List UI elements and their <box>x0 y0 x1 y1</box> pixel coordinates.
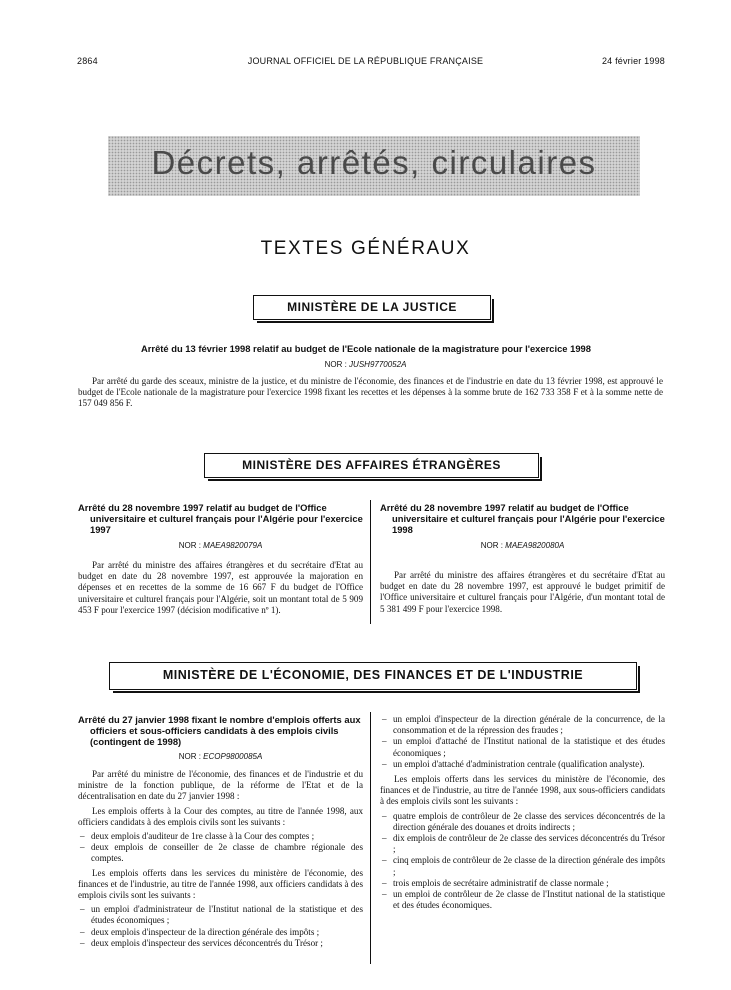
paragraph: Les emplois offerts dans les services du ministère de l'économie, des finances et de l'industrie, au titre de l'année 1998, aux officiers candidats à des emplois civils sont les suivants : <box>78 867 363 901</box>
list-officiers-suite <box>380 714 665 770</box>
list-cour-des-comptes <box>78 831 363 865</box>
list-item: – deux emplois d'inspecteur des services déconcentrés du Trésor ; <box>78 938 363 949</box>
list-sous-officiers <box>380 811 665 912</box>
nor-reference <box>78 541 363 550</box>
list-item: – cinq emplois de contrôleur de 2e classe de la direction générale des impôts ; <box>380 855 665 877</box>
article-body-justice: Par arrêté du garde des sceaux, ministre de la justice, et du ministre de l'économie, des finances et de l'industrie en date du 13 février 1998, est approuvé le budget de l'Ecole nationale de la magistrature pour l'exercice 1998 fixant les recettes et les dépenses à la somme brute de 162 733 358 F et à la somme nette de 157 049 856 F. <box>78 376 663 409</box>
article-title-justice: Arrêté du 13 février 1998 relatif au budget de l'Ecole nationale de la magistrature pour l'exercice 1998 <box>141 343 591 354</box>
paragraph: Les emplois offerts à la Cour des comptes, au titre de l'année 1998, aux officiers candidats à des emplois civils sont les suivants : <box>78 805 363 827</box>
list-item: – quatre emplois de contrôleur de 2e classe des services déconcentrés de la direction générale des douanes et droits indirects ; <box>380 811 665 833</box>
article-title: Arrêté du 27 janvier 1998 fixant le nombre d'emplois offerts aux officiers et sous-officiers candidats à des emplois civils (contingent de 1998) <box>78 714 361 747</box>
nor-label: NOR : <box>324 360 347 369</box>
nor-code: ECOP9800085A <box>203 752 263 761</box>
article-body <box>380 714 665 911</box>
ministry-heading-justice: MINISTÈRE DE LA JUSTICE <box>253 295 491 320</box>
list-item: – trois emplois de secrétaire administratif de classe normale ; <box>380 878 665 889</box>
paragraph: Les emplois offerts dans les services du ministère de l'économie, des finances et de l'industrie, au titre de l'année 1998, aux sous-officiers candidats à des emplois civils sont les suivants : <box>380 774 665 807</box>
ministry-heading-affaires: MINISTÈRE DES AFFAIRES ÉTRANGÈRES <box>204 453 539 478</box>
nor-label: NOR : <box>178 541 201 550</box>
list-officiers <box>78 904 363 949</box>
article-affaires-1997 <box>78 502 363 616</box>
ministry-heading-economie: MINISTÈRE DE L'ÉCONOMIE, DES FINANCES ET DE L'INDUSTRIE <box>109 662 637 690</box>
list-item: – dix emplois de contrôleur de 2e classe des services déconcentrés du Trésor ; <box>380 833 665 855</box>
list-item: – un emploi d'administrateur de l'Institut national de la statistique et des études économiques ; <box>78 904 363 926</box>
issue-date: 24 février 1998 <box>601 56 665 66</box>
article-economie-suite <box>380 714 665 911</box>
nor-reference <box>380 541 665 550</box>
article-body: Par arrêté du ministre des affaires étrangères et du secrétaire d'Etat au budget en date du 28 novembre 1997, est approuvé le budget primitif de l'Office universitaire et culturel français pour l'Algérie, d'un montant total de 5 381 499 F pour l'exercice 1998. <box>380 570 665 614</box>
article-title: Arrêté du 28 novembre 1997 relatif au budget de l'Office universitaire et culturel français pour l'Algérie pour l'exercice 1997 <box>78 502 363 535</box>
list-item: – un emploi d'attaché de l'Institut national de la statistique et des études économiques ; <box>380 736 665 758</box>
list-item: – un emploi d'attaché d'administration centrale (qualification analyste). <box>380 759 665 770</box>
nor-label: NOR : <box>480 541 503 550</box>
nor-reference <box>78 752 363 761</box>
list-item: – deux emplois d'auditeur de 1re classe à la Cour des comptes ; <box>78 831 363 842</box>
paragraph: Par arrêté du ministre de l'économie, des finances et de l'industrie et du ministre de la fonction publique, de la réforme de l'Etat et de la décentralisation en date du 27 janvier 1998 : <box>78 769 363 802</box>
column-divider <box>370 712 371 964</box>
nor-code: MAEA9820080A <box>505 541 565 550</box>
list-item: – un emploi d'inspecteur de la direction générale de la concurrence, de la consommation et de la répression des fraudes ; <box>380 714 665 736</box>
section-banner <box>108 136 640 196</box>
page-number: 2864 <box>77 56 98 66</box>
nor-code: JUSH9770052A <box>349 360 407 369</box>
article-body <box>78 769 363 949</box>
nor-reference-justice <box>0 360 731 369</box>
list-item: – deux emplois d'inspecteur de la direction générale des impôts ; <box>78 927 363 938</box>
article-affaires-1998 <box>380 502 665 615</box>
list-item: – deux emplois de conseiller de 2e classe de chambre régionale des comptes. <box>78 842 363 864</box>
nor-label: NOR : <box>178 752 201 761</box>
list-item: – un emploi de contrôleur de 2e classe de l'Institut national de la statistique et des études économiques. <box>380 889 665 911</box>
article-title: Arrêté du 28 novembre 1997 relatif au budget de l'Office universitaire et culturel français pour l'Algérie pour l'exercice 1998 <box>380 502 665 535</box>
journal-title: JOURNAL OFFICIEL DE LA RÉPUBLIQUE FRANÇAISE <box>247 56 484 66</box>
article-economie-emplois <box>78 714 363 949</box>
section-title: TEXTES GÉNÉRAUX <box>260 238 471 259</box>
nor-code: MAEA9820079A <box>203 541 263 550</box>
banner-title: Décrets, arrêtés, circulaires <box>151 144 597 181</box>
column-divider <box>370 500 371 624</box>
article-body: Par arrêté du ministre des affaires étrangères et du secrétaire d'Etat au budget en date du 28 novembre 1997, est approuvée la majoration en dépenses et en recettes de la somme de 16 667 F du budget de l'Office universitaire et culturel français pour l'Algérie, soit un montant total de 5 909 453 F pour l'exercice 1997 (décision modificative nº 1). <box>78 560 363 615</box>
